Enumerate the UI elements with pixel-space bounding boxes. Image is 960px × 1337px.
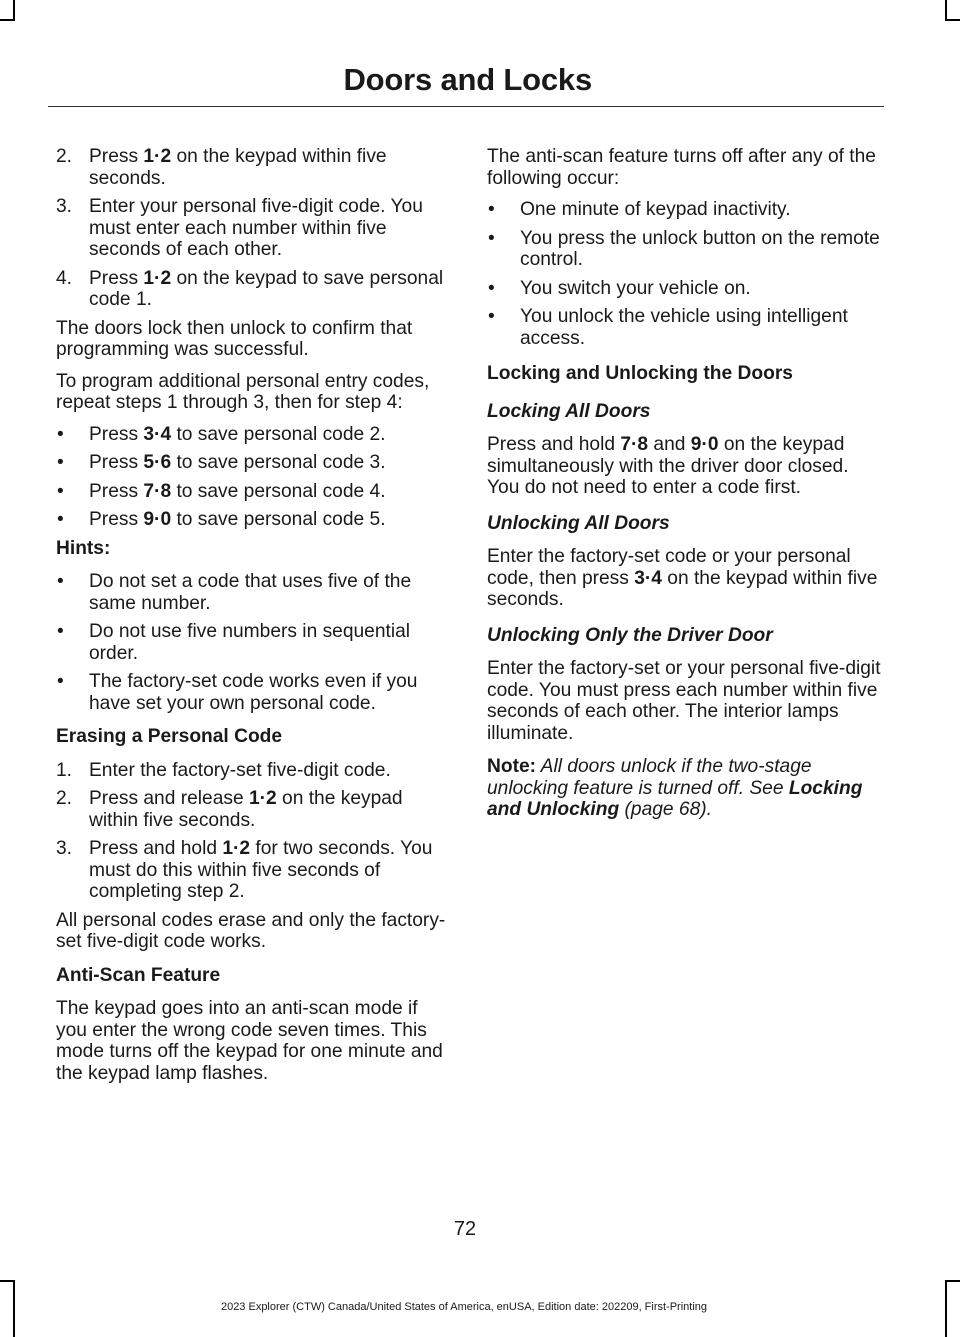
footer-edition-text: 2023 Explorer (CTW) Canada/United States of America, enUSA, Edition date: 202209, First-Printing — [220, 1301, 708, 1313]
note-label: Note: — [487, 756, 537, 777]
step-3 — [56, 196, 448, 261]
antiscan-off-paragraph: The anti-scan feature turns off after any of the following occur: — [487, 146, 876, 189]
crop-mark-bottom-right-h — [945, 1280, 960, 1282]
header-divider — [48, 106, 884, 107]
crop-mark-bottom-left-h — [0, 1280, 15, 1282]
bullet-icon: • — [488, 277, 495, 299]
hint-item — [56, 571, 448, 614]
step-number: 1. — [56, 759, 73, 781]
paragraph-text: and — [648, 434, 691, 455]
page-title: Doors and Locks — [343, 62, 592, 97]
step-text: Enter your personal five-digit code. You must enter each number within five seconds of each other. — [89, 196, 423, 260]
bullet-text: Press — [89, 423, 144, 445]
code-bullet-2 — [56, 424, 448, 446]
additional-codes-paragraph: To program additional personal entry codes, repeat steps 1 through 3, then for step 4: — [56, 370, 430, 413]
bullet-text: You press the unlock button on the remote control. — [520, 227, 880, 270]
bullet-icon: • — [57, 423, 64, 445]
right-column — [487, 146, 881, 831]
bullet-text: You switch your vehicle on. — [520, 277, 751, 299]
page-reference: (page 68). — [619, 799, 712, 820]
bullet-text: Press — [89, 480, 144, 502]
step-number: 3. — [56, 838, 73, 859]
code-bullet-4 — [56, 481, 448, 503]
bullet-icon: • — [57, 480, 64, 502]
step-text: Enter the factory-set five-digit code. — [89, 759, 391, 781]
bullet-icon: • — [57, 509, 64, 530]
keypad-key: 7·8 — [143, 480, 172, 502]
bullet-text: The factory-set code works even if you have set your own personal code. — [89, 671, 418, 714]
note-paragraph — [487, 756, 881, 821]
erase-result-paragraph: All personal codes erase and only the factory-set five-digit code works. — [56, 909, 446, 952]
paragraph-text: on the keypad within five seconds. — [487, 567, 878, 610]
antiscan-paragraph: The keypad goes into an anti-scan mode if you enter the wrong code seven times. This mode turns off the keypad for one minute and the keypad lamp flashes. — [56, 998, 443, 1084]
step-text: on the keypad to save personal code 1. — [89, 267, 444, 310]
bullet-icon: • — [57, 621, 64, 642]
antiscan-off-item — [487, 278, 881, 300]
step-text: Press — [89, 267, 144, 289]
keypad-key: 9·0 — [690, 434, 719, 455]
confirm-paragraph: The doors lock then unlock to confirm that programming was successful. — [56, 317, 413, 360]
keypad-key: 1·2 — [143, 267, 172, 289]
keypad-key: 3·4 — [634, 567, 662, 589]
hint-item — [56, 671, 448, 714]
keypad-key: 1·2 — [143, 146, 172, 167]
step-number: 3. — [56, 196, 73, 217]
lock-all-heading: Locking All Doors — [487, 400, 651, 422]
unlock-driver-heading: Unlocking Only the Driver Door — [487, 624, 773, 646]
step-text: Press and hold — [89, 838, 223, 859]
hints-heading: Hints: — [56, 537, 111, 559]
bullet-icon: • — [488, 199, 495, 220]
bullet-text: to save personal code 3. — [171, 452, 386, 473]
antiscan-off-item — [487, 306, 881, 349]
unlock-driver-paragraph: Enter the factory-set or your personal five-digit code. You must press each number within five seconds of each other. The interior lamps illuminate. — [487, 658, 881, 744]
antiscan-heading: Anti-Scan Feature — [56, 964, 221, 986]
unlock-all-heading: Unlocking All Doors — [487, 512, 670, 534]
erase-step-2 — [56, 788, 448, 831]
bullet-icon: • — [57, 571, 64, 592]
bullet-icon: • — [488, 227, 495, 249]
step-text: Press — [89, 146, 144, 167]
antiscan-off-item — [487, 199, 881, 221]
locking-heading: Locking and Unlocking the Doors — [487, 363, 793, 384]
paragraph-text: on the keypad simultaneously with the driver door closed. You do not need to enter a code first. — [487, 434, 849, 498]
keypad-key: 1·2 — [248, 788, 277, 809]
cross-reference-link[interactable]: Locking and Unlocking — [487, 777, 863, 820]
erasing-heading: Erasing a Personal Code — [56, 726, 283, 747]
code-bullet-5 — [56, 509, 448, 531]
keypad-key: 9·0 — [143, 509, 172, 530]
bullet-text: Press — [89, 509, 144, 530]
bullet-icon: • — [57, 671, 64, 692]
antiscan-off-item — [487, 228, 881, 271]
crop-mark-top-left-v — [13, 0, 15, 20]
paragraph-text: Press and hold — [487, 434, 621, 455]
step-text: Press and release — [89, 788, 249, 809]
keypad-key: 5·6 — [143, 452, 172, 473]
step-number: 4. — [56, 267, 73, 289]
unlock-all-paragraph — [487, 546, 881, 611]
step-text: on the keypad within five seconds. — [89, 788, 403, 831]
erase-step-3 — [56, 838, 448, 903]
bullet-text: Do not set a code that uses five of the same number. — [89, 571, 412, 614]
page-number: 72 — [453, 1218, 477, 1240]
bullet-text: Press — [89, 452, 144, 473]
bullet-icon: • — [488, 306, 495, 327]
step-text: on the keypad within five seconds. — [89, 146, 387, 189]
left-column — [56, 146, 448, 1094]
step-2 — [56, 146, 448, 189]
crop-mark-bottom-right-v — [945, 1280, 947, 1337]
bullet-text: to save personal code 4. — [171, 480, 386, 502]
step-number: 2. — [56, 788, 73, 809]
step-text: for two seconds. You must do this within five seconds of completing step 2. — [89, 838, 433, 902]
bullet-text: to save personal code 2. — [171, 423, 386, 445]
bullet-text: One minute of keypad inactivity. — [520, 199, 791, 220]
step-4 — [56, 268, 448, 311]
paragraph-text: Enter the factory-set code or your personal code, then press — [487, 546, 851, 589]
keypad-key: 7·8 — [620, 434, 649, 455]
step-number: 2. — [56, 146, 73, 167]
bullet-text: You unlock the vehicle using intelligent access. — [520, 306, 848, 349]
erase-step-1 — [56, 760, 448, 782]
crop-mark-top-right-v — [945, 0, 947, 20]
note-text: All doors unlock if the two-stage unlocking feature is turned off. See — [487, 756, 812, 799]
crop-mark-top-left-h — [0, 19, 15, 21]
lock-all-paragraph — [487, 434, 881, 499]
hint-item — [56, 621, 448, 664]
keypad-key: 3·4 — [143, 423, 172, 445]
code-bullet-3 — [56, 452, 448, 474]
bullet-icon: • — [57, 452, 64, 473]
bullet-text: Do not use five numbers in sequential order. — [89, 621, 411, 664]
bullet-text: to save personal code 5. — [171, 509, 386, 530]
keypad-key: 1·2 — [222, 838, 251, 859]
crop-mark-top-right-h — [945, 19, 960, 21]
